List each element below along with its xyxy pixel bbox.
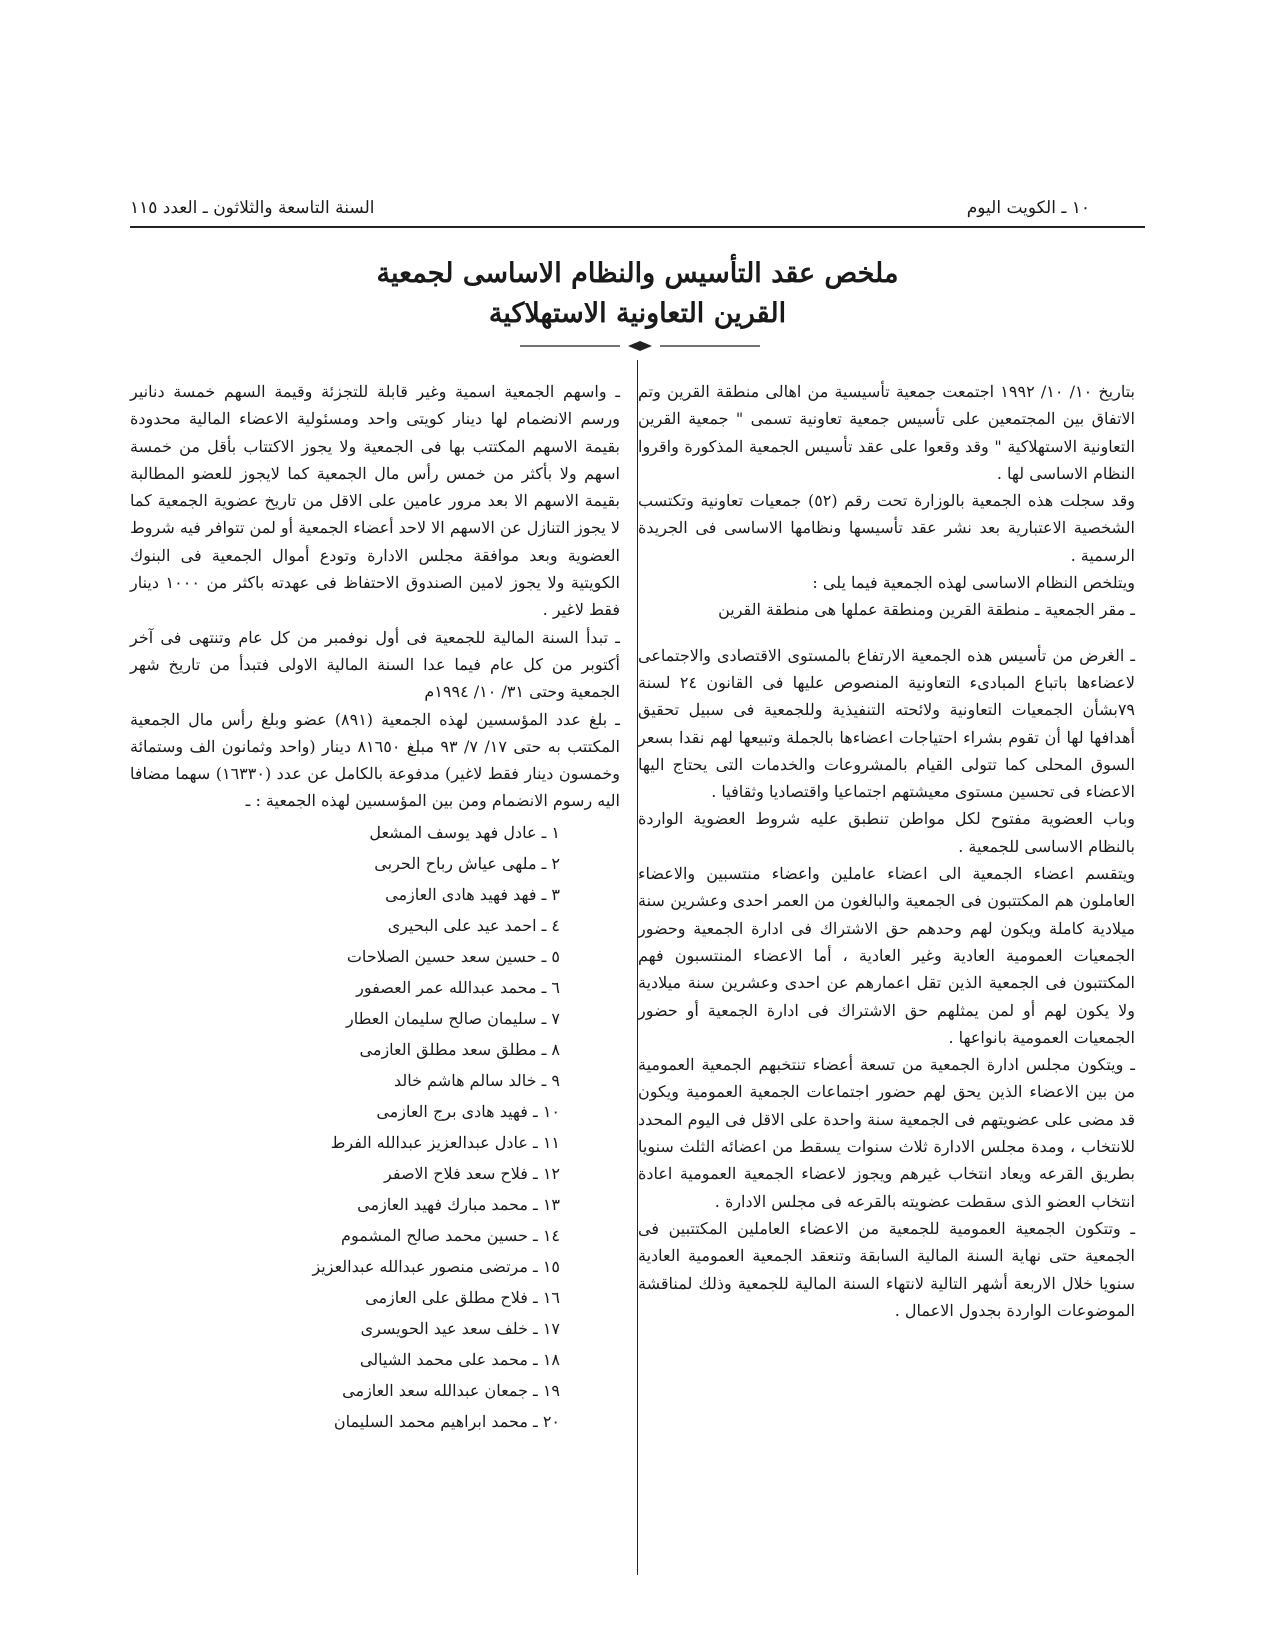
list-item: ٧ ـ سليمان صالح سليمان العطار [346, 1008, 560, 1028]
paragraph: وقد سجلت هذه الجمعية بالوزارة تحت رقم (٥٢) جمعيات تعاونية وتكتسب الشخصية الاعتبارية بعد نشر عقد تأسيسها ونظامها الاساسى فى الجريدة الرسمية . [638, 491, 1135, 565]
paragraph: ـ بلغ عدد المؤسسين لهذه الجمعية (٨٩١) عضو وبلغ رأس مال الجمعية المكتتب به حتى ١٧/ ٧/ ٩٣ مبلغ ٨١٦٥٠ دينار (واحد وثمانون الف وستمائة وخمسون دينار فقط لاغير) مدفوعة بالكامل عن عدد (١٦٣٣٠) سهما مضافا اليه رسوم الانضمام ومن بين المؤسسين لهذه الجمعية : ـ [130, 709, 620, 811]
list-item: ٦ ـ محمد عبدالله عمر العصفور [356, 977, 560, 997]
right-column [638, 378, 1135, 1324]
header-rule [130, 226, 1145, 228]
list-item: ١ ـ عادل فهد يوسف المشعل [369, 822, 560, 842]
page-header-title: ١٠ ـ الكويت اليوم [966, 198, 1090, 218]
paragraph: ويتلخص النظام الاساسى لهذه الجمعية فيما يلى : [812, 573, 1135, 593]
list-item: ١٦ ـ فلاح مطلق على العازمى [365, 1287, 560, 1307]
paragraph: ـ تبدأ السنة المالية للجمعية فى أول نوفمبر من كل عام وتنتهى فى آخر أكتوبر من كل عام فيما عدا السنة المالية الاولى فتبدأ من تاريخ شهر الجمعية وحتى ٣١/ ١٠/ ١٩٩٤م [130, 627, 620, 702]
list-item: ١٥ ـ مرتضى منصور عبدالله عبدالعزيز [312, 1256, 560, 1276]
list-item: ٣ ـ فهد فهيد هادى العازمى [385, 884, 560, 904]
paragraph: ـ الغرض من تأسيس هذه الجمعية الارتفاع بالمستوى الاقتصادى والاجتماعى لاعضاءها باتباع المبادىء التعاونية المنصوص عليها فى القانون ٢٤ لسنة ٧٩بشأن الجمعيات التعاونية ولائحته التنفيذية وللجمعية فى سبيل تحقيق أهدافها لها أن تقوم بشراء احتياجات اعضاءها بالجملة وتبيعها لهم نقدا بسعر السوق المحلى كما تتولى القيام بالمشروعات والخدمات التى يحتاج اليها الاعضاء فى تحسين مستوى معيشتهم اجتماعيا واقتصاديا وثقافيا . [638, 645, 1136, 802]
paragraph: ـ ويتكون مجلس ادارة الجمعية من تسعة أعضاء تنتخبهم الجمعية العمومية من بين الاعضاء الذين يحق لهم حضور اجتماعات الجمعية العمومية ويكون قد مضى على عضويتهم فى الجمعية سنة واحدة على الاقل فى اليوم المحدد للانتخاب ، ومدة مجلس الادارة ثلاث سنوات يسقط من اعضائه الثلث سنويا بطريق القرعه ويعاد انتخاب غيرهم ويجوز لاعضاء الجمعية العمومية اعادة انتخاب العضو الذى سقطت عضويته بالقرعه فى مجلس الادارة . [638, 1055, 1135, 1211]
left-column [130, 378, 620, 1437]
list-item: ١٧ ـ خلف سعد عيد الحويسرى [360, 1318, 560, 1338]
paragraph: وباب العضوية مفتوح لكل مواطن تنطبق عليه شروط العضوية الواردة بالنظام الاساسى للجمعية . [638, 809, 1135, 856]
list-item: ٢ ـ ملهى عياش رباح الحربى [374, 853, 560, 873]
list-item: ٤ ـ احمد عيد على البحيرى [387, 915, 560, 935]
document-title-line-1: ملخص عقد التأسيس والنظام الاساسى لجمعية [376, 258, 899, 289]
paragraph: ـ واسهم الجمعية اسمية وغير قابلة للتجزئة وقيمة السهم خمسة دنانير ورسم الانضمام لها دينار كويتى واحد ومسئولية الاعضاء المالية محدودة بقيمة الاسهم المكتتب بها فى الجمعية ولا يجوز الاكتتاب بأقل من خمسة اسهم ولا بأكثر من خمس رأس مال الجمعية كما لايجوز للعضو المطالبة بقيمة الاسهم الا بعد مرور عامين على الاقل من تاريخ عضوية الجمعية كما لا يجوز التنازل عن الاسهم الا لاحد أعضاء الجمعية أو لمن تتوافر فيه شروط العضوية وبعد موافقة مجلس الادارة وتودع أموال الجمعية فى البنوك الكويتية ولا يجوز لامين الصندوق الاحتفاظ فى عهدته باكثر من ١٠٠٠ دينار فقط لاغير . [130, 382, 620, 620]
list-item: ٥ ـ حسين سعد حسين الصلاحات [346, 946, 560, 966]
title-ornament [520, 340, 760, 352]
paragraph: ويتقسم اعضاء الجمعية الى اعضاء عاملين واعضاء منتسبين والاعضاء العاملون هم المكتتبون فى الجمعية والبالغون من العمر احدى وعشرين سنة ميلادية كاملة ويكون لهم وحدهم حق الاشتراك فى ادارة الجمعية وحضور الجمعيات العمومية العادية وغير العادية ، أما الاعضاء المنتسبون فهم المكتتبون فى الجمعية الذين تقل اعمارهم عن احدى وعشرين سنة ميلادية ولا يكون لهم أو لمن يمثلهم حق الاشتراك فى ادارة الجمعية أو حضور الجمعيات العمومية بانواعها . [638, 864, 1135, 1047]
document-title-line-2: القرين التعاونية الاستهلاكية [488, 298, 787, 329]
list-item: ١٨ ـ محمد على محمد الشيالى [359, 1349, 560, 1369]
list-item: ٢٠ ـ محمد ابراهيم محمد السليمان [333, 1411, 560, 1431]
paragraph: ـ مقر الجمعية ـ منطقة القرين ومنطقة عملها هى منطقة القرين [718, 600, 1135, 620]
list-item: ١٢ ـ فلاح سعد فلاح الاصفر [384, 1163, 560, 1183]
list-item: ١١ ـ عادل عبدالعزيز عبدالله الفرط [330, 1132, 560, 1152]
list-item: ٨ ـ مطلق سعد مطلق العازمى [359, 1039, 560, 1059]
issue-info: السنة التاسعة والثلاثون ـ العدد ١١٥ [130, 198, 375, 218]
list-item: ٩ ـ خالد سالم هاشم خالد [394, 1070, 560, 1090]
list-item: ١٣ ـ محمد مبارك فهيد العازمى [357, 1194, 560, 1214]
list-item: ١٤ ـ حسين محمد صالح المشموم [341, 1225, 560, 1245]
list-item: ١٩ ـ جمعان عبدالله سعد العازمى [342, 1380, 560, 1400]
list-item: ١٠ ـ فهيد هادى برج العازمى [376, 1101, 560, 1121]
paragraph-gap [638, 624, 1135, 642]
paragraph: بتاريخ ١٠/ ١٠/ ١٩٩٢ اجتمعت جمعية تأسيسية من اهالى منطقة القرين وتم الاتفاق بين المجتمعين على تأسيس جمعية تعاونية تسمى " جمعية القرين التعاونية الاستهلاكية " وقد وقعوا على عقد تأسيس الجمعية المذكورة واقروا النظام الاساسى لها . [638, 382, 1136, 483]
paragraph: ـ وتتكون الجمعية العمومية للجمعية من الاعضاء العاملين المكتتبين فى الجمعية حتى نهاية السنة المالية السابقة وتنعقد الجمعية العمومية العادية سنويا خلال الاربعة أشهر التالية لانتهاء السنة المالية للجمعية وذلك لمناقشة الموضوعات الواردة بجدول الاعمال . [638, 1218, 1135, 1320]
founders-list [130, 817, 620, 1437]
